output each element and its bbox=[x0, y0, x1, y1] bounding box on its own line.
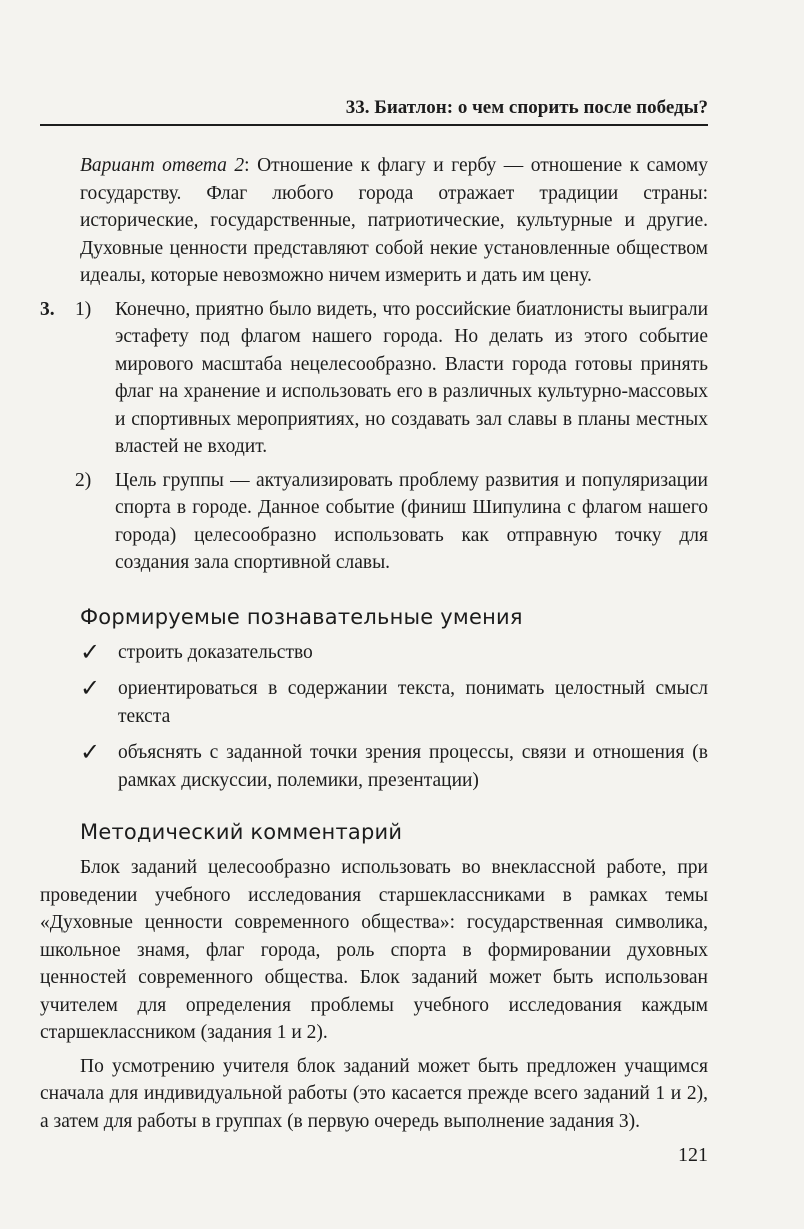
skills-checklist bbox=[40, 639, 708, 795]
checkmark-icon: ✓ bbox=[80, 738, 101, 766]
skill-item-text: строить доказательство bbox=[118, 641, 313, 663]
skill-item-text: объяснять с заданной точки зрения процессы, связи и отношения (в рамках дискуссии, полемики, презентации) bbox=[118, 742, 708, 791]
skill-item bbox=[40, 739, 708, 794]
task-block bbox=[40, 296, 708, 577]
skill-item bbox=[40, 675, 708, 730]
page-content bbox=[40, 152, 708, 1135]
header-rule bbox=[40, 124, 708, 126]
answer-variant-label: Вариант ответа 2 bbox=[80, 155, 245, 176]
checkmark-icon: ✓ bbox=[80, 674, 101, 702]
skills-heading: Формируемые познавательные умения bbox=[80, 604, 523, 629]
answer-variant-text: : Отношение к флагу и гербу — отношение к самому государству. Флаг любого города отражает традиции страны: исторические, государственные, патриотические, культурные и другие. Духовные ценности представляют собой некие установленные обществом идеалы, которые невозможно ничем измерить и дать им цену. bbox=[80, 155, 708, 286]
page-number: 121 bbox=[678, 1144, 708, 1166]
comment-heading: Методический комментарий bbox=[80, 820, 403, 844]
answer-variant-paragraph bbox=[80, 152, 708, 290]
skill-item-text: ориентироваться в содержании текста, понимать целостный смысл текста bbox=[118, 678, 708, 727]
comment-paragraph: По усмотрению учителя блок заданий может быть предложен учащимся сначала для индивидуальной работы (это касается прежде всего заданий 1 и 2), а затем для работы в группах (в первую очередь выполнение задания 3). bbox=[40, 1055, 708, 1132]
running-header: 33. Биатлон: о чем спорить после победы? bbox=[345, 97, 708, 118]
checkmark-icon: ✓ bbox=[80, 637, 101, 666]
task-item-marker: 2) bbox=[75, 469, 92, 491]
task-item bbox=[40, 296, 708, 461]
task-number: 3. bbox=[40, 298, 55, 320]
skill-item bbox=[40, 639, 708, 667]
task-item bbox=[40, 467, 708, 577]
task-item-marker: 1) bbox=[75, 298, 92, 320]
task-item-text: Цель группы — актуализировать проблему развития и популяризации спорта в городе. Данное событие (финиш Шипулина с флагом нашего города) целесообразно использовать как отправную точку для создания зала спортивной славы. bbox=[115, 469, 708, 573]
methodical-comment bbox=[40, 854, 708, 1135]
task-item-text: Конечно, приятно было видеть, что российские биатлонисты выиграли эстафету под флагом нашего города. Но делать из этого событие мирового масштаба нецелесообразно. Власти города готовы принять флаг на хранение и использовать его в различных культурно-массовых и спортивных мероприятиях, но создавать зал славы в планы местных властей не входит. bbox=[115, 298, 708, 457]
comment-paragraph: Блок заданий целесообразно использовать во внеклассной работе, при проведении учебного исследования старшеклассниками в рамках темы «Духовные ценности современного общества»: государственная символика, школьное знамя, флаг города, роль спорта в формировании духовных ценностей современного общества. Блок заданий может быть использован учителем для определения проблемы учебного исследования каждым старшеклассником (задания 1 и 2). bbox=[40, 857, 708, 1043]
